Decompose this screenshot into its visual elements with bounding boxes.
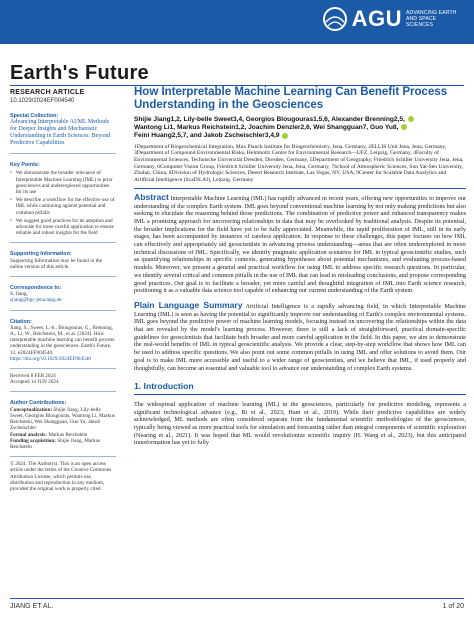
contribution-value: Shijie Jiang, Markus Reichstein bbox=[10, 437, 101, 450]
divider bbox=[10, 598, 464, 599]
contribution-value: Shijie Jiang, Lily-belle Sweet, Georgios Blougouras, Wantong Li, Markus Reichstein, Wei Shangguan, Guo Yu, Jakob Zscheischler bbox=[10, 406, 115, 432]
special-collection-link[interactable]: Advancing Interpretable AI/ML Methods for Deeper Insights and Mechanistic Understanding in Earth Sciences: Beyond Predictive Capabilities bbox=[10, 119, 111, 147]
contribution-funding bbox=[10, 438, 116, 450]
bullet-icon: • bbox=[10, 217, 12, 224]
key-point-text: We suggest good practices for its adoption and advocate for more careful application to ensure reliable and robust insights for the field bbox=[15, 217, 114, 237]
logo-text: AGU bbox=[351, 6, 402, 31]
supporting-info-text: Supporting Information may be found in the online version of this article. bbox=[10, 257, 102, 270]
section-heading: 1. Introduction bbox=[134, 381, 194, 392]
agu-logo bbox=[322, 6, 460, 32]
accepted-date: Accepted 14 JUN 2024 bbox=[10, 379, 59, 386]
key-points-heading: Key Points: bbox=[10, 162, 40, 169]
key-point-text: We describe a workflow for the effective use of IML while cautioning against potential and common pitfalls bbox=[15, 197, 115, 216]
orcid-icon[interactable] bbox=[282, 133, 288, 139]
journal-name: Earth's Future bbox=[10, 62, 149, 84]
article-main bbox=[134, 86, 466, 447]
copyright-notice: © 2024. The Author(s). This is an open access article under the terms of the Creative Commons Attribution License, which permits use, distribution and reproduction in any medium, provided the original work is properly cited. bbox=[10, 461, 112, 492]
key-point bbox=[10, 170, 116, 195]
abstract bbox=[134, 191, 466, 295]
author-line: Shijie Jiang1,2, Lily-belle Sweet3,4, Georgios Blougouras1,5,6, Alexander Brenning2,5, bbox=[134, 116, 466, 124]
correspondence-email-link[interactable]: sjiang@bgc-jena.mpg.de bbox=[10, 297, 62, 304]
divider bbox=[10, 276, 116, 277]
abstract-text: Interpretable Machine Learning (IML) has rapidly advanced in recent years, offering new opportunities to improve our understanding of the complex Earth system. IML goes beyond conventional machine learning by not only making predictions but also seeking to elucidate the reasoning behind those predictions. The combination of predictive power and enhanced transparency makes IML a promising approach for uncovering relationships in data that may be overlooked by traditional analysis. Despite its potential, the broader implications for the field have yet to be fully appreciated. Meanwhile, the rapid proliferation of IML, still in its early stages, has been accompanied by instances of careless application. In response to these challenges, this paper focuses on how IML can effectively and appropriately aid geoscientists in advancing process understanding—areas that are often underexplored in more technical discussions of IML. Specifically, we identify pragmatic application scenarios for IML in typical geoscientific studies, such as quantifying relationships in specific contexts, generating hypotheses about potential mechanisms, and evaluating process-based models. Moreover, we present a general and practical workflow for using IML to address specific research questions. In particular, we identify several critical and common pitfalls in the use of IML that can lead to misleading conclusions, and propose corresponding good practices. Our goal is to facilitate a broader, yet more careful and thoughtful integration of IML into Earth science research, positioning it as a valuable data science tool capable of enhancing our current understanding of the Earth system. bbox=[134, 194, 466, 295]
divider bbox=[10, 310, 116, 311]
abstract-label: Abstract bbox=[134, 191, 169, 202]
divider bbox=[134, 188, 466, 189]
divider bbox=[10, 391, 116, 392]
contribution-conceptualization bbox=[10, 407, 116, 432]
author-line: Wantong Li1, Markus Reichstein1,2, Joachim Denzler2,6, Wei Shangguan7, Guo Yu8, bbox=[134, 124, 466, 132]
logo-subtitle: ADVANCING EARTH AND SPACE SCIENCES bbox=[406, 10, 457, 28]
divider bbox=[10, 368, 116, 369]
article-sidebar bbox=[10, 88, 116, 492]
citation-doi-link[interactable]: https://doi.org/10.1029/2024EF004540 bbox=[10, 355, 91, 362]
pls-label: Plain Language Summary bbox=[134, 299, 243, 310]
article-type: RESEARCH ARTICLE bbox=[10, 89, 85, 96]
divider bbox=[134, 394, 466, 395]
bullet-icon: • bbox=[10, 170, 12, 177]
contribution-value: Markus Reichstein bbox=[48, 431, 88, 438]
supporting-info-heading: Supporting Information: bbox=[10, 251, 72, 258]
author-line: Feini Huang2,5,7, and Jakob Zscheischler3,4,9 bbox=[134, 132, 466, 140]
bullet-icon: • bbox=[10, 197, 12, 204]
contributions-heading: Author Contributions: bbox=[10, 400, 67, 407]
orcid-icon[interactable] bbox=[408, 116, 414, 122]
contribution-label: Funding acquisition: bbox=[10, 437, 56, 444]
page-number: 1 of 20 bbox=[442, 603, 464, 610]
key-point bbox=[10, 218, 116, 237]
divider bbox=[10, 153, 116, 154]
correspondence-name: S. Jiang, bbox=[10, 291, 28, 298]
divider bbox=[10, 242, 116, 243]
correspondence-heading: Correspondence to: bbox=[10, 285, 62, 292]
journal-header-bar bbox=[0, 0, 474, 44]
affiliations: 1Department of Biogeochemical Integration, Max Planck Institute for Biogeochemistry, Jena, Germany, 2ELLIS Unit Jena, Jena, Germany, 3Department of Compound Environmental Risks, Helmholtz Centre for Environmental Research—UFZ, Leipzig, Germany, 4Faculty of Environmental Sciences, Technische Universität Dresden, Dresden, Germany, 5Department of Geography, Friedrich Schiller University Jena, Jena, Germany, 6Computer Vision Group, Friedrich Schiller University Jena, Jena, Germany, 7School of Atmospheric Sciences, Sun Yat-Sen University, Zhuhai, China, 8Division of Hydrologic Sciences, Desert Research Institute, Las Vegas, NV, USA, 9Center for Scalable Data Analytics and Artificial Intelligence (ScaDS.AI), Leipzig, Germany bbox=[134, 143, 464, 184]
special-collection-heading: Special Collection: bbox=[10, 113, 59, 119]
key-point bbox=[10, 197, 116, 216]
citation-heading: Citation: bbox=[10, 318, 32, 325]
key-point-text: We demonstrate the broader relevance of Interpretable Machine Learning (IML) to prior geosciences and underexplored opportunities for its use bbox=[15, 170, 113, 196]
contribution-label: Conceptualization: bbox=[10, 406, 53, 413]
plain-language-summary bbox=[134, 299, 466, 372]
orcid-icon[interactable] bbox=[401, 124, 407, 130]
contribution-label: Formal analysis: bbox=[10, 431, 48, 438]
received-date: Received 8 FEB 2024 bbox=[10, 373, 56, 380]
doi: 10.1029/2024EF004540 bbox=[10, 98, 75, 104]
author-list bbox=[134, 116, 466, 141]
divider bbox=[10, 456, 116, 457]
pls-text: Artificial Intelligence is a rapidly advancing field, in which Interpretable Machine Learning (IML) is seen as having the potential to significantly improve our understanding of Earth's complex environmental systems. IML goes beyond the predictive power of machine learning models, focusing instead on uncovering the relationships within the data that are revealed by the model's learning process. However, there is still a lack of straightforward, practical domain-specific guidelines for geoscientists that facilitate both broader and more careful application in the field. In this paper, we aim to demonstrate the real-world benefits of IML in typical geoscientific analysis. We provide a clear, step-by-step workflow that shows how IML can be used to address specific questions. We also point out some common pitfalls in using IML and offer solutions to avoid them. Our goal is to make IML more accessible and useful to a wider range of geoscientists, and we believe that IML, if used properly and thoughtfully, can become an essential and valuable tool to advance our understanding of complex Earth systems. bbox=[134, 302, 466, 372]
article-title: How Interpretable Machine Learning Can Benefit Process Understanding in the Geosciences bbox=[134, 86, 448, 111]
running-author: JIANG ET AL. bbox=[10, 603, 54, 610]
citation-text: Jiang, S., Sweet, L.-b., Blougouras, G., Brenning, A., Li, W., Reichstein, M., et al. (2024). How interpretable machine learning can benefit process understanding in the geosciences. Earth's Future, 12, e2024EF004540. bbox=[10, 324, 115, 356]
intro-paragraph: The widespread application of machine learning (ML) in the geosciences, particularly for predictive modeling, represents a significant technological advance (e.g., Bi et al., 2023; Ham et al., 2019). While their predictive capabilities are widely acknowledged, ML methods are often considered separate from the fundamental scientific methodologies of the geosciences, typically being viewed as more practical tools for simulation and forecasting rather than integral components of scientific exploration (Nearing et al., 2021). It was hoped that ML would revolutionize scientific inquiry (H. Wang et al., 2023), but this anticipated transformation has yet to fully bbox=[134, 401, 466, 447]
globe-icon bbox=[322, 6, 348, 32]
